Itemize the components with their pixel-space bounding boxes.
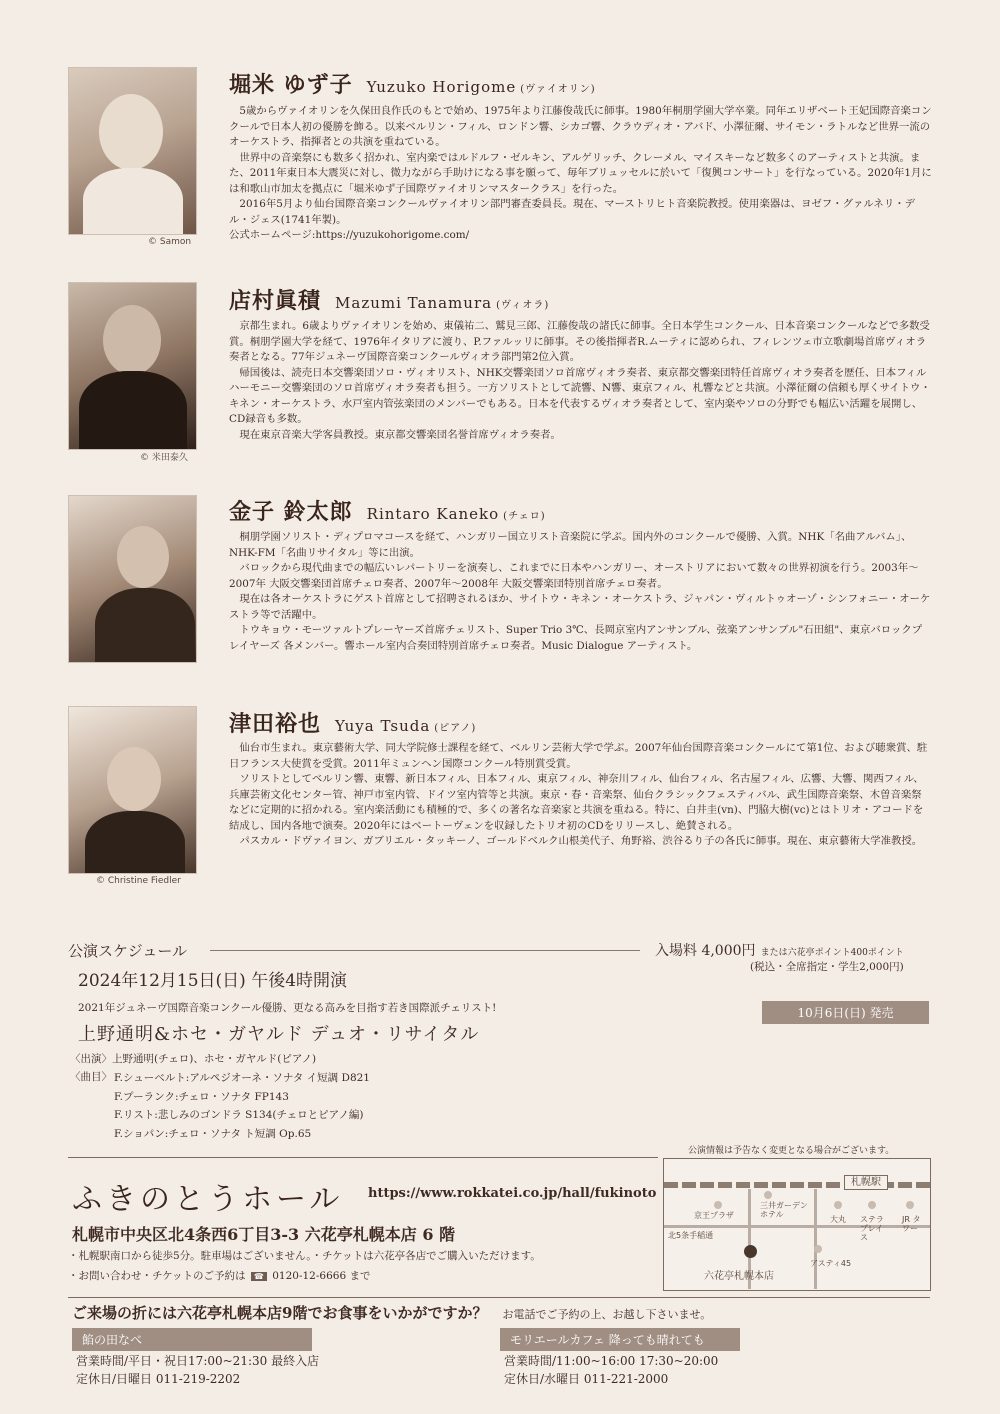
artist-bio	[229, 530, 932, 654]
artist-name-en: Yuzuko Horigome	[366, 78, 517, 96]
contact-phone[interactable]: 0120-12-6666 まで	[272, 1270, 371, 1282]
hall-rule	[68, 1157, 658, 1158]
bio-paragraph: 5歳からヴァイオリンを久保田良作氏のもとで始め、1975年より江藤俊哉氏に師事。1980年桐朋学園大学卒業。同年エリザベート王妃国際音楽コンクールで日本人初の優勝を飾る。以来ベルリン・フィル、ロンドン響、シカゴ響、クラウディオ・アバド、小澤征爾、サイモン・ラトルなど世界一流のオーケストラ、指揮者との共演を重ねている。	[229, 105, 932, 148]
map-label-keio: 京王プラザ	[694, 1211, 734, 1220]
access-map	[663, 1158, 931, 1291]
bio-homepage[interactable]: 公式ホームページ:https://yuzukohorigome.com/	[229, 229, 470, 241]
schedule-heading: 公演スケジュール	[68, 942, 188, 960]
map-label-mitsui: 三井ガーデン ホテル	[760, 1201, 808, 1219]
hall-note-contact	[68, 1268, 370, 1283]
price-sub: (税込・全席指定・学生2,000円)	[750, 961, 904, 973]
artist-name	[229, 707, 476, 738]
hall-url[interactable]: https://www.rokkatei.co.jp/hall/fukinoto	[368, 1186, 657, 1201]
dining-rule	[68, 1297, 930, 1298]
hall-logo: ふきのとうホール	[72, 1182, 344, 1217]
map-dot	[714, 1201, 722, 1209]
photo-credit: © Christine Fiedler	[96, 876, 181, 886]
map-label-stellar: ステラ プレイス	[860, 1215, 884, 1242]
dining-invite-main: ご来場の折には六花亭札幌本店9階でお食事をいかがですか？	[72, 1304, 488, 1322]
bio-paragraph: 桐朋学園ソリスト・ディプロマコースを経て、ハンガリー国立リスト音楽院に学ぶ。国内外のコンクールで優勝、入賞。NHK「名曲アルバム」、NHK-FM「名曲リサイタル」等に出演。	[229, 531, 912, 559]
artist-instrument: (ヴィオラ)	[496, 300, 550, 311]
artist-name-ja: 津田裕也	[229, 711, 322, 737]
artist-name-en: Mazumi Tanamura	[335, 294, 493, 312]
map-note: 公演情報は予告なく変更となる場合がございます。	[688, 1146, 895, 1156]
map-dot	[834, 1201, 842, 1209]
map-label-daimaru: 大丸	[830, 1215, 846, 1224]
artist-instrument: (ヴァイオリン)	[520, 84, 596, 95]
map-dot	[814, 1245, 822, 1253]
contact-text: ・お問い合わせ・チケットのご予約は	[68, 1270, 246, 1282]
release-badge: 10月6日(日) 発売	[762, 1001, 929, 1024]
bio-paragraph: トウキョウ・モーツァルトプレーヤーズ首席チェリスト、Super Trio 3℃、長岡京室内アンサンブル、弦楽アンサンブル"石田組"、東京バロックプレイヤーズ 各メンバー。響ホール室内合奏団特別首席チェロ奏者。Music Dialogue アーティスト。	[229, 624, 923, 652]
map-label-rokkatei: 六花亭札幌本店	[704, 1271, 774, 1282]
program-list	[114, 1069, 370, 1143]
map-dot	[764, 1191, 772, 1199]
shop-name-moliere: モリエールカフェ 降っても晴れても	[500, 1328, 740, 1351]
hall-note-access: ・札幌駅南口から徒歩5分。駐車場はございません。・チケットは六花亭各店でご購入いただけます。	[68, 1250, 541, 1262]
map-hall-marker	[744, 1245, 757, 1258]
price-main: 入場料 4,000円	[655, 943, 756, 959]
artist-name	[229, 284, 549, 315]
map-road	[814, 1189, 817, 1289]
schedule-catch: 2021年ジュネーヴ国際音楽コンクール優勝、更なる高みを目指す若き国際派チェリスト!	[78, 1002, 497, 1014]
photo-credit: © Samon	[148, 237, 192, 247]
artist-name-ja: 堀米 ゆず子	[229, 72, 353, 98]
bio-paragraph: 2016年5月より仙台国際音楽コンクールヴァイオリン部門審査委員長。現在、マーストリヒト音楽院教授。使用楽器は、ヨゼフ・グァルネリ・デル・ジェス(1741年製)。	[229, 198, 915, 226]
concert-title: 上野通明&ホセ・ガヤルド デュオ・リサイタル	[78, 1024, 480, 1045]
map-label-kita5: 北5条手稲通	[668, 1231, 714, 1240]
bio-paragraph: 帰国後は、読売日本交響楽団ソロ・ヴィオリスト、NHK交響楽団ソロ首席ヴィオラ奏者、東京都交響楽団特任首席ヴィオラ奏者を歴任、日本フィルハーモニー交響楽団のソロ首席ヴィオラ奏者も担う。一方ソリストとして読響、N響、東京フィル、札響などと共演。小澤征爾の信頼も厚くサイトウ・キネン・オーケストラ、水戸室内管弦楽団のメンバーでもある。日本を代表するヴィオラ奏者として、室内楽やソロの分野でも幅広い活躍を展開し、CD録音も多数。	[229, 366, 931, 425]
program-item: F.ショパン:チェロ・ソナタ ト短調 Op.65	[114, 1127, 312, 1140]
artist-bio	[229, 741, 932, 850]
map-dot	[906, 1201, 914, 1209]
artist-photo-tsuda	[68, 706, 197, 874]
map-road	[664, 1225, 930, 1228]
artist-photo-tanamura	[68, 282, 197, 450]
performers: 〈出演〉上野通明(チェロ)、ホセ・ガヤルド(ピアノ)	[70, 1053, 317, 1065]
bio-paragraph: 仙台市生まれ。東京藝術大学、同大学院修士課程を経て、ベルリン芸術大学で学ぶ。2007年仙台国際音楽コンクールにて第1位、および聴衆賞、駐日フランス大使賞を受賞。2011年ミュンヘン国際コンクール特別賞受賞。	[229, 742, 928, 770]
dining-invite	[72, 1302, 711, 1323]
bio-paragraph: ソリストとしてベルリン響、東響、新日本フィル、日本フィル、東京フィル、神奈川フィル、仙台フィル、名古屋フィル、広響、大響、関西フィル、兵庫芸術文化センター管、神戸市室内管、ドイツ室内管等と共演。東京・春・音楽祭、仙台クラシックフェスティバル、武生国際音楽祭、木曽音楽祭などに定期的に招かれる。室内楽活動にも積極的で、多くの著名な音楽家と共演を重ねる。特に、白井圭(vn)、門脇大樹(vc)とはトリオ・アコードを結成し、国内各地で演奏。2020年にはベートーヴェンを収録したトリオ初のCDをリリースし、絶賛される。	[229, 773, 924, 832]
schedule-rule	[210, 950, 640, 951]
map-label-station: 札幌駅	[844, 1175, 888, 1190]
bio-paragraph: バロックから現代曲までの幅広いレパートリーを演奏し、これまでに日本やハンガリー、オーストリアにおいて数々の世界初演を行う。2003年～2007年 大阪交響楽団首席チェロ奏者、2007年～2008年 大阪交響楽団特別首席チェロ奏者。	[229, 562, 919, 590]
dining-invite-sub: お電話でご予約の上、お越し下さいませ。	[502, 1308, 712, 1321]
artist-name-en: Rintaro Kaneko	[366, 505, 500, 523]
bio-paragraph: 世界中の音楽祭にも数多く招かれ、室内楽ではルドルフ・ゼルキン、アルゲリッチ、クレーメル、マイスキーなど数多くのアーティストと共演。また、2011年東日本大震災に対し、微力ながら手助けになる事を願って、毎年ブリュッセルに於いて「復興コンサート」を行なっている。2020年1月には和歌山市加太を拠点に「堀米ゆず子国際ヴァイオリンマスタークラス」を行った。	[229, 151, 932, 195]
artist-instrument: (チェロ)	[503, 511, 546, 522]
shop-closed: 定休日/日曜日 011-219-2202	[76, 1372, 241, 1386]
program-item: F.シューベルト:アルペジオーネ・ソナタ イ短調 D821	[114, 1072, 370, 1084]
map-dot	[868, 1201, 876, 1209]
program-label: 〈曲目〉	[70, 1071, 112, 1083]
map-rail	[664, 1182, 930, 1188]
artist-photo-kaneko	[68, 495, 197, 663]
map-label-aspi: アスティ45	[810, 1259, 852, 1268]
artist-instrument: (ピアノ)	[434, 723, 477, 734]
schedule-date: 2024年12月15日(日) 午後4時開演	[78, 971, 348, 991]
bio-paragraph: 現在東京音楽大学客員教授。東京都交響楽団名誉首席ヴィオラ奏者。	[239, 428, 561, 441]
shop-hours: 営業時間/11:00~16:00 17:30~20:00	[504, 1354, 719, 1368]
artist-bio	[229, 104, 932, 244]
bio-paragraph: 京都生まれ。6歳よりヴァイオリンを始め、東儀祐二、鷲見三郎、江藤俊哉の諸氏に師事。全日本学生コンクール、日本音楽コンクールなどで多数受賞。桐朋学園大学を経て、1976年イタリアに渡り、P.ファルッリに師事。その後指揮者R.ムーティに認められ、フィレンツェ市立歌劇場首席ヴィオラ奏者となる。77年ジュネーヴ国際音楽コンクールヴィオラ部門第2位入賞。	[229, 320, 930, 363]
photo-credit: © 米田泰久	[140, 453, 188, 463]
map-label-jr: JR タワー	[902, 1215, 921, 1233]
bio-paragraph: 現在は各オーケストラにゲスト首席として招聘されるほか、サイトウ・キネン・オーケストラ、ジャパン・ヴィルトゥオーゾ・シンフォニー・オーケストラ等で活躍中。	[229, 593, 931, 621]
artist-name-ja: 店村眞積	[229, 288, 322, 314]
artist-name-en: Yuya Tsuda	[335, 717, 431, 735]
artist-name	[229, 495, 546, 526]
artist-bio	[229, 319, 932, 443]
shop-closed: 定休日/水曜日 011-221-2000	[504, 1372, 669, 1386]
bio-paragraph: パスカル・ドヴァイヨン、ガブリエル・タッキーノ、ゴールドベルク山根美代子、角野裕、渋谷るり子の各氏に師事。現在、東京藝術大学准教授。	[239, 835, 923, 847]
artist-name-ja: 金子 鈴太郎	[229, 499, 353, 525]
artist-name	[229, 68, 596, 99]
shop-hours: 営業時間/平日・祝日17:00~21:30 最終入店	[76, 1354, 320, 1368]
hall-address: 札幌市中央区北4条西6丁目3-3 六花亭札幌本店 6 階	[72, 1225, 456, 1244]
artist-photo-horigome	[68, 67, 197, 235]
price-note: または六花亭ポイント400ポイント	[760, 948, 904, 958]
freedial-icon: ☎	[251, 1272, 267, 1281]
shop-name-tanabe: 餡の田なべ	[72, 1328, 312, 1351]
program-item: F.リスト:悲しみのゴンドラ S134(チェロとピアノ編)	[114, 1109, 364, 1121]
program-item: F.プーランク:チェロ・ソナタ FP143	[114, 1090, 289, 1103]
ticket-price	[655, 940, 904, 960]
